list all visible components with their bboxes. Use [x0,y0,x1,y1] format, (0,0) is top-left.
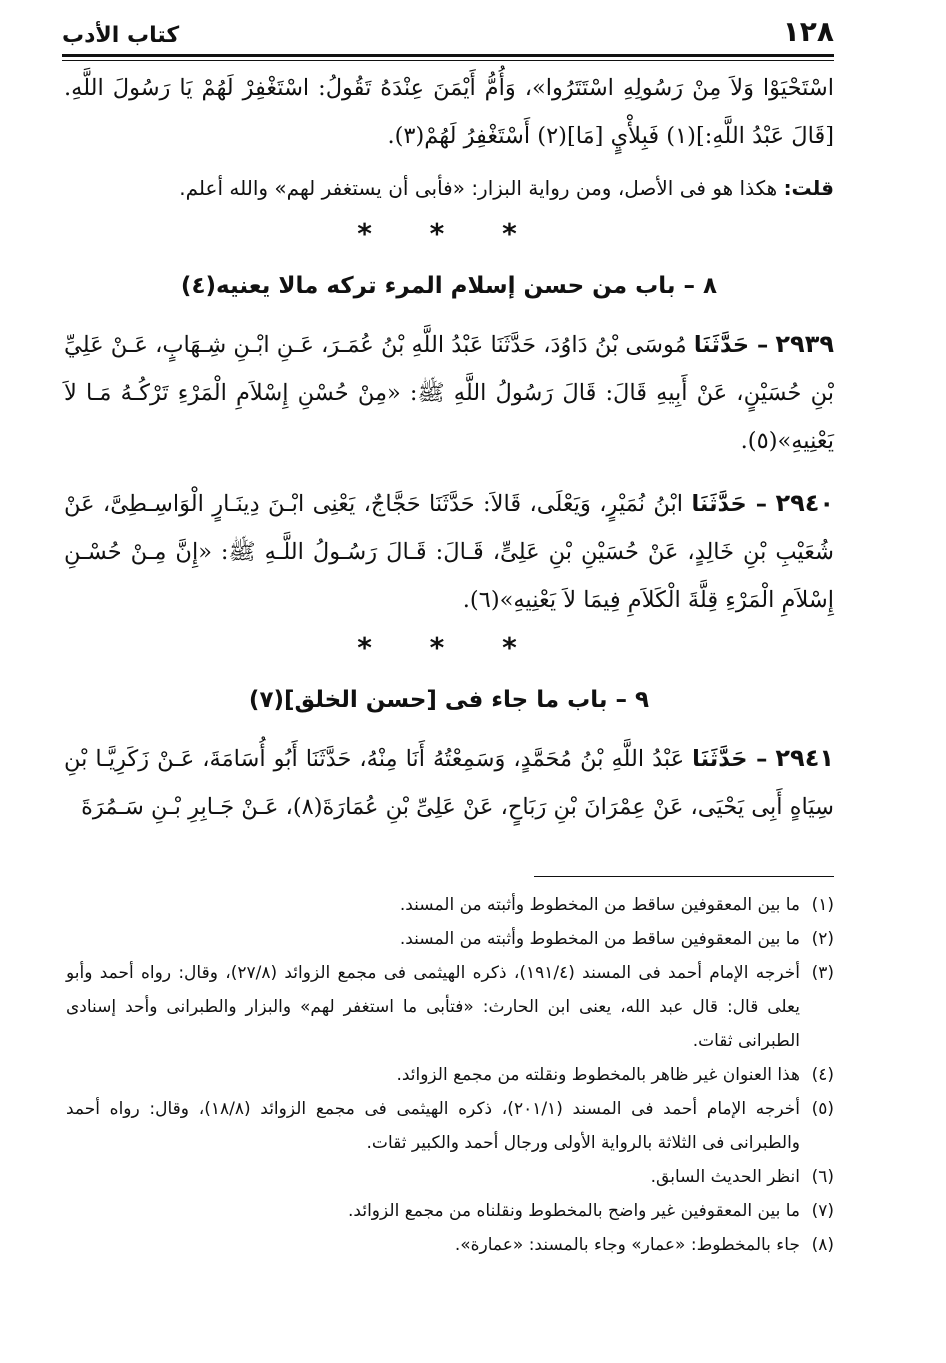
footnote [66,888,834,922]
footnote-mark: (٣) [811,963,834,983]
hadith-text: مُوسَى بْنُ دَاوُدَ، حَدَّثَنَا عَبْدُ اللَّهِ بْنُ عُمَـرَ، عَـنِ ابْـنِ شِـهَابٍ، عَـنْ عَلِيِّ بْنِ حُسَيْنٍ، عَنْ أَبِيهِ قَالَ: قَالَ رَسُولُ اللَّهِ ﷺ: «مِنْ حُسْنِ إِسْلاَمِ الْمَرْءِ تَرْكُـهُ مَـا لاَ يَعْنِيهِ»(٥). [64,332,834,454]
editor-note-lead: قلت: [783,176,834,200]
continuation-paragraph: اسْتَحْيَوْا وَلاَ مِنْ رَسُولِهِ اسْتَتَرُوا»، وَأُمُّ أَيْمَنَ عِنْدَهُ تَقُولُ: اسْتَغْفِرْ لَهُمْ يَا رَسُولَ اللَّهِ. [قَالَ عَبْدُ اللَّهِ:](١) فَبِلأْيٍ [مَا](٢) أَسْتَغْفِرُ لَهُمْ(٣). [64,75,834,149]
footnote-mark: (٢) [811,929,834,949]
footnote [66,1160,834,1194]
hadith-2939 [64,320,834,465]
footnote [66,956,834,1058]
editor-note [64,166,834,210]
footnote-text: ما بين المعقوفين ساقط من المخطوط وأثبته من المسند. [399,929,800,949]
footnote [66,1092,834,1160]
hadith-number: ٢٩٤١ [775,744,834,772]
hadith-lead: – حَدَّثَنَا [693,332,769,358]
footnote-text: انظر الحديث السابق. [650,1167,800,1187]
footnote-mark: (١) [811,895,834,915]
section-separator: * * * [357,217,541,250]
footnote [66,1194,834,1228]
footnote-text: أخرجه الإمام أحمد فى المسند (٢٠١/١)، ذكره الهيثمى فى مجمع الزوائد (١٨/٨)، وقال: رواه أحمد والطبرانى فى الثلاثة بالرواية الأولى ورجال أحمد والكبير ثقات. [66,1099,800,1153]
footnote-mark: (٤) [811,1065,834,1085]
footnote-mark: (٦) [811,1167,834,1187]
hadith-lead: – حَدَّثَنَا [691,491,768,517]
footnotes [66,888,834,1262]
hadith-text: ابْنُ نُمَيْرٍ، وَيَعْلَى، قَالاَ: حَدَّثَنَا حَجَّاجٌ، يَعْنِى ابْـنَ دِينَـارٍ الْوَاسِـطِىَّ، عَنْ شُعَيْبِ بْنِ خَالِدٍ، عَنْ حُسَيْنِ بْنِ عَلِىٍّ، قَـالَ: قَـالَ رَسُـولُ اللَّـهِ ﷺ: «إِنَّ مِـنْ حُسْـنِ إِسْلاَمِ الْمَرْءِ قِلَّةَ الْكَلاَمِ فِيمَا لاَ يَعْنِيهِ»(٦). [64,491,834,613]
editor-note-text: هكذا هو فى الأصل، ومن رواية البزار: «فأبى أن يستغفر لهم» والله أعلم. [179,176,778,200]
hadith-2940 [64,479,834,624]
hadith-number: ٢٩٤٠ [775,489,835,517]
footnote [66,1228,834,1262]
page-header [62,14,834,48]
footnote-text: ما بين المعقوفين غير واضح بالمخطوط ونقلناه من مجمع الزوائد. [348,1201,800,1221]
section-separator: * * * [357,631,541,664]
header-rule [62,54,834,61]
footnote-mark: (٧) [811,1201,834,1221]
footnote [66,922,834,956]
footnote-text: جاء بالمخطوط: «عمار» وجاء بالمسند: «عمارة». [454,1235,800,1255]
footnote-text: هذا العنوان غير ظاهر بالمخطوط ونقلته من مجمع الزوائد. [396,1065,800,1085]
footnote-rule [534,876,834,877]
hadith-2941 [64,734,834,831]
section-8-heading: ٨ – باب من حسن إسلام المرء تركه مالا يعنيه(٤) [180,273,718,299]
page-number: ١٢٨ [782,15,834,48]
footnote [66,1058,834,1092]
footnote-text: أخرجه الإمام أحمد فى المسند (١٩١/٤)، ذكره الهيثمى فى مجمع الزوائد (٢٧/٨)، وقال: رواه أحمد وأبو يعلى قال: قال عبد الله، يعنى ابن الحارث: «فتأبى ما استغفر لهم» والبزار والطبرانى وأحد إسنادى الطبرانى ثقات. [66,963,800,1051]
chapter-title: كتاب الأدب [62,23,180,48]
footnote-text: ما بين المعقوفين ساقط من المخطوط وأثبته من المسند. [399,895,800,915]
hadith-text: عَبْدُ اللَّهِ بْنُ مُحَمَّدٍ، وَسَمِعْتُهُ أَنَا مِنْهُ، حَدَّثَنَا أَبُو أُسَامَةَ، عَـنْ زَكَرِيَّـا بْنِ سِيَاهٍ أَبِى يَحْيَى، عَنْ عِمْرَانَ بْنِ رَبَاحٍ، عَنْ عَلِىِّ بْنِ عُمَارَةَ(٨)، عَـنْ جَـابِرِ بْـنِ سَـمُرَةَ [64,746,834,820]
footnote-mark: (٨) [811,1235,834,1255]
hadith-number: ٢٩٣٩ [775,330,834,358]
section-9-heading: ٩ – باب ما جاء فى [حسن الخلق](٧) [248,687,650,713]
hadith-lead: – حَدَّثَنَا [692,746,768,772]
main-text [64,64,834,831]
footnote-mark: (٥) [811,1099,834,1119]
